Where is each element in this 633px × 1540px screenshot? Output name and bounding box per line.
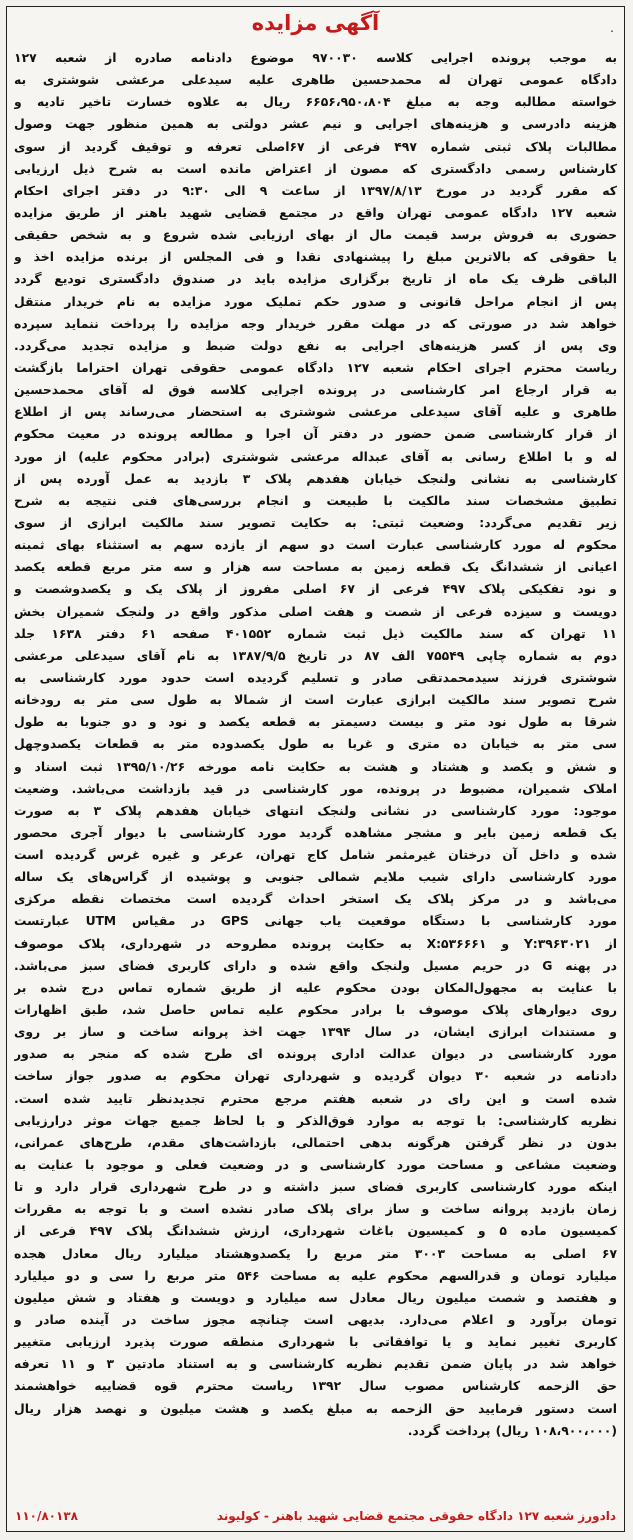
notice-line: اعیانی از ششدانگ یک قطعه زمین به مساحت سه هزار و سه متر مربع قطعه یکصد: [14, 559, 617, 575]
notice-line: میلیارد تومان و قدرالسهم محکوم علیه به مساحت ۵۴۶ متر مربع را سی و دو میلیارد: [14, 1267, 617, 1283]
notice-line: خواهد شد در پایان ضمن تقدیم نظریه کارشناسی و به استناد مادتین ۳ و ۱۱ تعرفه: [14, 1356, 617, 1372]
notice-line: در پهنه G در حریم مسیل ولنجک واقع شده و دارای کاربری فضای سبز می‌باشد.: [14, 957, 617, 973]
notice-line: شده است و این رای در شعبه هفتم مرجع محترم تجدیدنظر تایید شده است.: [14, 1090, 617, 1106]
notice-line: هزینه دادرسی و هزینه‌های اجرایی و نیم عشر دولتی به همین منظور جهت وصول: [14, 116, 617, 132]
notice-line: مطالبات پلاک ثبتی شماره ۴۹۷ فرعی از ۶۷اصلی تعرفه و توقیف گردید از سوی: [14, 138, 617, 154]
notice-line: حق الزحمه کارشناس مصوب سال ۱۳۹۲ ریاست محترم قوه قضاییه خواهشمند: [14, 1378, 617, 1394]
notice-line: با عنایت به مجهول‌المکان بودن محکوم علیه از طریق شماره تماس درج شده بر: [14, 979, 617, 995]
notice-line: له و با اطلاع رسانی به آقای عبداله مرعشی شوشتری (برادر محکوم علیه) از مورد: [14, 448, 617, 464]
notice-line: الباقی ظرف یک ماه از تاریخ برگزاری مزایده باید در صندوق دادگستری تودیع گردد: [14, 271, 617, 287]
notice-line: زیر تقدیم می‌گردد: وضعیت ثبتی: به حکایت تصویر سند مالکیت ابرازی از سوی: [14, 514, 617, 530]
notice-line: است دستور فرمایید حق الزحمه به مبلغ یکصد و هشت میلیون و نهصد هزار ریال: [14, 1400, 617, 1416]
issuer-signature: دادورز شعبه ۱۲۷ دادگاه حقوقی مجتمع قضایی شهید باهنر - کولیوند: [216, 1509, 616, 1523]
notice-line: خواسته مطالبه وجه به مبلغ ۶۶۵۶،۹۵۰،۸۰۴ ریال به علاوه خسارت تاخیر تادیه و: [14, 94, 617, 110]
notice-line: دادنامه در شعبه ۳۰ دیوان گردیده و شهرداری تهران محکوم به صدور جواز ساخت: [14, 1068, 617, 1084]
notice-line: و شش و یکصد و هشتاد و هشت به حکایت نامه مورخه ۱۳۹۵/۱۰/۲۶ ثبت اسناد و: [14, 758, 617, 774]
notice-line: و نود تفکیکی پلاک ۴۹۷ فرعی از ۶۷ اصلی مفروز از پلاک یک و یکصدوشصت و: [14, 581, 617, 597]
notice-line: کارشناس رسمی دادگستری که مصون از اعتراض مانده است به شرح ذیل ارزیابی: [14, 160, 617, 176]
notice-line: وضعیت مشاعی و مساحت مورد کارشناسی و در وضعیت فعلی و موجود با عنایت به: [14, 1157, 617, 1173]
notice-body: [14, 47, 617, 1442]
notice-line: از ۳۹۶۳۰۲۱:Y و ۵۳۶۶۶۱:X به حکایت پرونده مطروحه در شهرداری، پلاک موصوف: [14, 935, 617, 951]
notice-line: شرح تصویر سند مالکیت ابرازی عبارت است از شمالا به طول سی متر به رودخانه: [14, 692, 617, 708]
notice-line: ۶۷ اصلی به مساحت ۳۰۰۳ متر مربع را یکصدوهشتاد میلیارد ریال معادل هجده: [14, 1245, 617, 1261]
notice-title: آگهی مزایده: [251, 11, 380, 35]
notice-line: یا حقوقی که بالاترین مبلغ را پیشنهادی نقدا و فی المجلس از برنده مزایده اخذ و: [14, 249, 617, 265]
notice-line: کمیسیون ماده ۵ و کمیسیون باغات شهرداری، ارزش ششدانگ پلاک ۴۹۷ فرعی از: [14, 1223, 617, 1239]
notice-line: زمان بازدید پروانه ساخت و ساز برای پلاک صادر نشده است و با توجه به مقررات: [14, 1201, 617, 1217]
notice-line: دوم به شماره چاپی ۷۵۵۴۹ الف ۸۷ در تاریخ ۱۳۸۷/۹/۵ به نام آقای سیدعلی مرعشی: [14, 647, 617, 663]
notice-line: مورد کارشناسی در دیوان عدالت اداری پرونده ای طرح شده که منجر به صدور: [14, 1046, 617, 1062]
notice-line: موجود: مورد کارشناسی در نشانی ولنجک انتهای خیابان هفدهم پلاک ۳ به صورت: [14, 802, 617, 818]
notice-line: یک قطعه زمین بایر و مشجر مشاهده گردید مورد کارشناسی با دیوار آجری محصور: [14, 824, 617, 840]
notice-line: مورد کارشناسی با دستگاه موقعیت یاب جهانی GPS در مقیاس UTM عبارتست: [14, 913, 617, 929]
notice-line: بدون در نظر گرفتن هرگونه بدهی احتمالی، بازداشت‌های مقدم، طرح‌های عمرانی،: [14, 1134, 617, 1150]
notice-line: تطبیق مشخصات سند مالکیت با طبیعت و انجام بررسی‌های فنی نتیجه به شرح: [14, 492, 617, 508]
notice-line: طاهری و علیه آقای سیدعلی مرعشی شوشتری به استحضار می‌رساند پس از اطلاع: [14, 404, 617, 420]
notice-line: کاربری تغییر نماید و یا توافقاتی با شهرداری منطقه صورت پذیرد ارزیابی متغییر: [14, 1334, 617, 1350]
notice-line: می‌باشد و در مرکز پلاک یک استخر احداث گردیده است مختصات نقطه مرکزی: [14, 891, 617, 907]
notice-frame: [6, 6, 625, 1532]
notice-line: حضوری به فروش برسد قیمت مال از بهای ارزیابی شده شروع و به شخص حقیقی: [14, 227, 617, 243]
notice-line: اینکه مورد کارشناسی کاربری فضای سبز داشته و در طرح شهرداری قرار دارد و تا: [14, 1179, 617, 1195]
notice-line: دویست و سیزده فرعی از شصت و هفت اصلی مذکور واقع در ولنجک شمیران بخش: [14, 603, 617, 619]
notice-line: کارشناسی به نشانی ولنجک خیابان هفدهم پلاک ۳ بازدید به عمل آورده پس از: [14, 470, 617, 486]
notice-line: (۱۰۸،۹۰۰،۰۰۰ ریال) پرداخت گردد.: [407, 1422, 617, 1438]
notice-line: پس از انجام مراحل قانونی و صدور حکم تملیک مورد مزایده به نام خریدار منتقل: [14, 293, 617, 309]
notice-line: دادگاه عمومی تهران له محمدحسین طاهری علیه سیدعلی مرعشی شوشتری به: [14, 72, 617, 88]
notice-line: شعبه ۱۲۷ دادگاه عمومی تهران واقع در مجتمع قضایی شهید باهنر از طریق مزایده: [14, 204, 617, 220]
notice-line: خواهد شد در صورتی که در مهلت مقرر خریدار وجه مزایده را پرداخت ننماید سپرده: [14, 315, 617, 331]
notice-line: شرقا به طول نود متر و بیست دسیمتر به قطعه یکصد و نود و دو جنوبا به طول: [14, 714, 617, 730]
corner-dot: .: [610, 21, 614, 35]
notice-line: از قرار کارشناسی ضمن حضور در دفتر آن اجرا و مطالعه پرونده در معیت محکوم: [14, 426, 617, 442]
notice-line: روی دیوارهای پلاک موصوف با برادر محکوم علیه تماس حاصل شد، طبق اظهارات: [14, 1002, 617, 1018]
notice-line: ریاست محترم اجرای احکام شعبه ۱۲۷ دادگاه عمومی حقوقی تهران احتراما بازگشت: [14, 359, 617, 375]
notice-line: سی متر به خیابان ده متری و غربا به طول یکصدوده متر به قطعات یکصدوچهل: [14, 736, 617, 752]
notice-code: ۱۱۰/۸۰۱۳۸: [15, 1509, 78, 1523]
notice-line: مورد کارشناسی دارای شیب ملایم شمالی جنوبی و پوشیده از گراس‌های یک ساله: [14, 869, 617, 885]
notice-line: وی پس از کسر هزینه‌های اجرایی به نفع دولت ضبط و مزایده تجدید می‌گردد.: [14, 337, 617, 353]
notice-footer: [15, 1507, 616, 1527]
notice-line: که مقرر گردید در مورخ ۱۳۹۷/۸/۱۳ از ساعت ۹ الی ۹:۳۰ در دفتر اجرای احکام: [14, 182, 617, 198]
notice-line: به موجب پرونده اجرایی کلاسه ۹۷۰۰۳۰ موضوع دادنامه صادره از شعبه ۱۲۷: [14, 50, 617, 65]
notice-line: و هفتصد و شصت میلیون ریال معادل سه میلیارد و دویست و هفتاد و شش میلیون: [14, 1289, 617, 1305]
notice-line: به قرار ارجاع امر کارشناسی در پرونده اجرایی کلاسه فوق له آقای محمدحسین: [14, 382, 617, 398]
notice-line: نظریه کارشناسی: با توجه به موارد فوق‌الذکر و با لحاظ جمیع جهات موثر درارزیابی: [14, 1112, 617, 1128]
notice-line: و مستندات ابرازی ایشان، در سال ۱۳۹۴ جهت اخذ پروانه ساخت و ساز بر روی: [14, 1024, 617, 1040]
notice-line: املاک شمیران، مضبوط در پرونده، مور کارشناسی در قید بازداشت می‌باشد. وضعیت: [14, 780, 617, 796]
notice-line: ۱۱ تهران که سند مالکیت ذیل ثبت شماره ۴۰۱۵۵۲ صفحه ۶۱ دفتر ۱۶۳۸ جلد: [14, 625, 617, 641]
notice-line: شده و داخل آن درختان غیرمثمر شامل کاج تهران، عرعر و غیره غرس گردیده است: [14, 847, 617, 863]
notice-line: محکوم له مورد کارشناسی عبارت است دو سهم از یازده سهم به استثناء بهای ثمینه: [14, 537, 617, 553]
notice-line: شوشتری فرزند سیدمحمدتقی صادر و تسلیم گردیده است حدود مورد کارشناسی به: [14, 669, 617, 685]
notice-line: تومان برآورد و اعلام می‌دارد. بدیهی است چنانچه مجوز ساخت در آینده صادر و: [14, 1312, 617, 1328]
